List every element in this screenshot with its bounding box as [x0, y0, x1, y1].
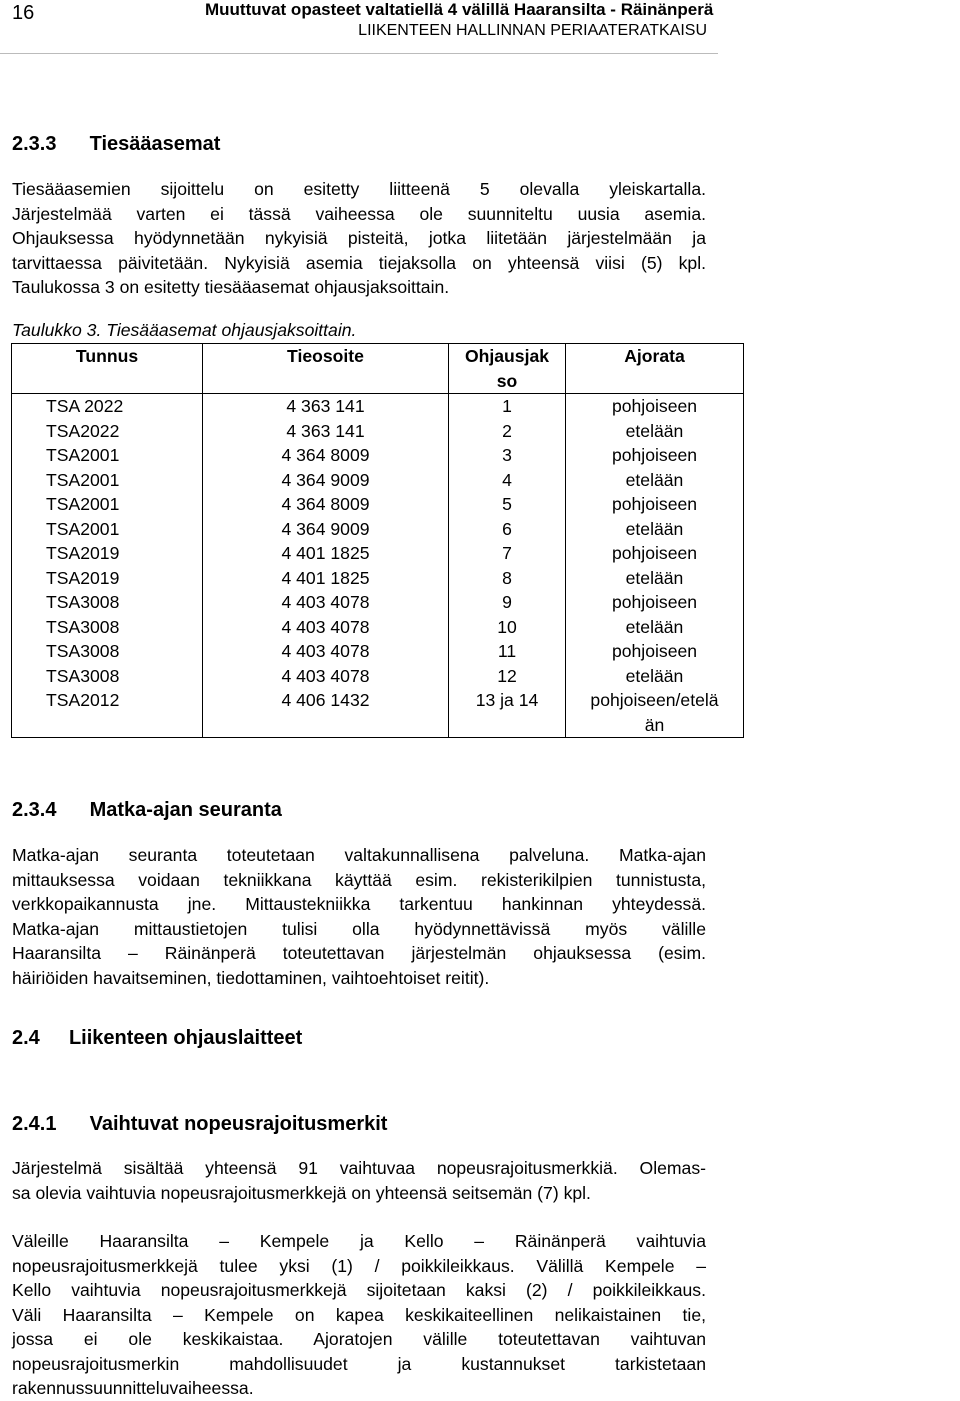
cell-tieosoite: 4 406 1432	[203, 688, 449, 738]
text-line: häiriöiden havaitseminen, tiedottaminen, vaihtoehtoiset reitit).	[12, 967, 490, 988]
cell-tunnus: TSA3008	[12, 590, 203, 615]
cell-tieosoite: 4 403 4078	[203, 615, 449, 640]
text-line: sa olevia vaihtuvia nopeusrajoitusmerkkejä on yhteensä seitsemän (7) kpl.	[12, 1182, 591, 1203]
table-caption: Taulukko 3. Tiesääasemat ohjausjaksoittain.	[12, 320, 357, 340]
cell-ohjausjakso: 3	[449, 443, 566, 468]
cell-ajorata: etelään	[566, 468, 744, 493]
cell-tunnus: TSA2001	[12, 492, 203, 517]
cell-tunnus: TSA 2022	[12, 394, 203, 419]
text-line: Väleille Haaransilta – Kempele ja Kello – Räinänperä vaihtuvia	[12, 1231, 706, 1251]
table-row	[12, 517, 744, 542]
section-number: 2.4.1	[12, 1113, 57, 1135]
weather-stations-table	[11, 343, 744, 738]
paragraph-tiesaaasemat	[12, 177, 706, 300]
paragraph-nopeusrajoitusmerkit-2	[12, 1229, 706, 1401]
cell-tieosoite: 4 363 141	[203, 419, 449, 444]
cell-ohjausjakso: 1	[449, 394, 566, 419]
cell-ohjausjakso: 10	[449, 615, 566, 640]
cell-ohjausjakso: 5	[449, 492, 566, 517]
table-row	[12, 566, 744, 591]
cell-ajorata: etelään	[566, 517, 744, 542]
cell-tieosoite: 4 403 4078	[203, 590, 449, 615]
paragraph-matka-ajan-seuranta	[12, 843, 706, 990]
cell-ajorata: etelään	[566, 419, 744, 444]
cell-tunnus: TSA3008	[12, 639, 203, 664]
text-line: Väli Haaransilta – Kempele on kapea keskikaiteellinen nelikaistainen tie,	[12, 1304, 706, 1325]
cell-ohjausjakso: 13 ja 14	[449, 688, 566, 738]
text-line: Taulukossa 3 on esitetty tiesääasemat ohjausjaksoittain.	[12, 277, 450, 297]
cell-ohjausjakso: 12	[449, 664, 566, 689]
section-number: 2.3.3	[12, 133, 57, 155]
text-line: Tiesääasemien sijoittelu on esitetty liitteenä 5 olevalla yleiskartalla.	[12, 179, 706, 199]
cell-tieosoite: 4 364 8009	[203, 492, 449, 517]
cell-ajorata: etelään	[566, 615, 744, 640]
column-header-tunnus: Tunnus	[12, 344, 203, 394]
cell-tunnus: TSA2012	[12, 688, 203, 738]
cell-tieosoite: 4 403 4078	[203, 664, 449, 689]
section-heading-2-3-3	[12, 133, 220, 156]
text-line: mittauksessa voidaan tekniikkana käyttää esim. rekisterikilpien tunnistusta,	[12, 869, 706, 890]
cell-tunnus: TSA2001	[12, 517, 203, 542]
cell-ajorata: pohjoiseen	[566, 590, 744, 615]
text-line: Matka-ajan seuranta toteutetaan valtakunnallisena palveluna. Matka-ajan	[12, 845, 706, 865]
text-line: Järjestelmää varten ei tässä vaiheessa ole suunniteltu uusia asemia.	[12, 203, 706, 224]
table-row	[12, 664, 744, 689]
cell-tunnus: TSA2022	[12, 419, 203, 444]
text-line: Järjestelmä sisältää yhteensä 91 vaihtuvaa nopeusrajoitusmerkkiä. Olemas-	[12, 1158, 706, 1178]
text-line: Matka-ajan mittaustietojen tulisi olla hyödynnettävissä myös välille	[12, 918, 706, 939]
page-number: 16	[12, 2, 35, 24]
section-heading-2-4-1	[12, 1113, 387, 1136]
table-row	[12, 541, 744, 566]
text-line: nopeusrajoitusmerkin mahdollisuudet ja kustannukset tarkistetaan	[12, 1353, 706, 1374]
document-subtitle: LIIKENTEEN HALLINNAN PERIAATERATKAISU	[358, 22, 707, 39]
cell-ajorata: pohjoiseen	[566, 394, 744, 419]
document-title: Muuttuvat opasteet valtatiellä 4 välillä Haaransilta - Räinänperä	[205, 0, 714, 19]
cell-tieosoite: 4 363 141	[203, 394, 449, 419]
text-line: Kello vaihtuvia nopeusrajoitusmerkkejä sijoitetaan kaksi (2) / poikkileikkaus.	[12, 1280, 706, 1300]
table-row	[12, 492, 744, 517]
cell-tieosoite: 4 403 4078	[203, 639, 449, 664]
cell-tunnus: TSA2001	[12, 443, 203, 468]
column-header-ohjausjakso: Ohjausjak so	[449, 344, 566, 394]
section-number: 2.4	[12, 1027, 40, 1049]
table-row	[12, 419, 744, 444]
cell-tunnus: TSA2019	[12, 566, 203, 591]
cell-ohjausjakso: 9	[449, 590, 566, 615]
cell-tunnus: TSA3008	[12, 615, 203, 640]
text-line: nopeusrajoitusmerkkejä tulee yksi (1) / poikkileikkaus. Välillä Kempele –	[12, 1255, 706, 1276]
cell-ajorata: etelään	[566, 664, 744, 689]
cell-ohjausjakso: 11	[449, 639, 566, 664]
table-row	[12, 468, 744, 493]
cell-tieosoite: 4 401 1825	[203, 566, 449, 591]
column-header-tieosoite: Tieosoite	[203, 344, 449, 394]
text-line: rakennussuunnitteluvaiheessa.	[12, 1378, 254, 1398]
cell-ajorata: pohjoiseen	[566, 639, 744, 664]
text-line: verkkopaikannusta jne. Mittaustekniikka tarkentuu hankinnan yhteydessä.	[12, 894, 706, 914]
cell-ohjausjakso: 7	[449, 541, 566, 566]
section-heading-2-3-4	[12, 799, 282, 822]
cell-ajorata: pohjoiseen/etelä än	[566, 688, 744, 738]
cell-ajorata: pohjoiseen	[566, 443, 744, 468]
cell-tunnus: TSA3008	[12, 664, 203, 689]
text-line: Ohjauksessa hyödynnetään nykyisiä pisteitä, jotka liitetään järjestelmään ja	[12, 228, 706, 248]
table-header-row	[12, 344, 744, 394]
section-title: Matka-ajan seuranta	[89, 799, 282, 821]
cell-tunnus: TSA2001	[12, 468, 203, 493]
cell-ohjausjakso: 8	[449, 566, 566, 591]
table-row	[12, 688, 744, 738]
cell-ajorata: pohjoiseen	[566, 492, 744, 517]
section-title: Vaihtuvat nopeusrajoitusmerkit	[89, 1113, 388, 1135]
cell-tieosoite: 4 401 1825	[203, 541, 449, 566]
cell-tunnus: TSA2019	[12, 541, 203, 566]
table-row	[12, 443, 744, 468]
cell-ajorata: pohjoiseen	[566, 541, 744, 566]
cell-tieosoite: 4 364 9009	[203, 468, 449, 493]
cell-ohjausjakso: 4	[449, 468, 566, 493]
table-row	[12, 615, 744, 640]
cell-ohjausjakso: 2	[449, 419, 566, 444]
section-title: Tiesääasemat	[89, 133, 221, 155]
column-header-ajorata: Ajorata	[566, 344, 744, 394]
section-title: Liikenteen ohjauslaitteet	[68, 1027, 303, 1049]
table-row	[12, 590, 744, 615]
cell-tieosoite: 4 364 9009	[203, 517, 449, 542]
text-line: tarvittaessa päivitetään. Nykyisiä asemia tiejaksolla on yhteensä viisi (5) kpl.	[12, 252, 706, 273]
cell-tieosoite: 4 364 8009	[203, 443, 449, 468]
section-number: 2.3.4	[12, 799, 57, 821]
section-heading-2-4	[12, 1027, 302, 1050]
text-line: jossa ei ole keskikaistaa. Ajoratojen välille toteutettavan vaihtuvan	[12, 1329, 706, 1349]
text-line: Haaransilta – Räinänperä toteutettavan järjestelmän ohjauksessa (esim.	[12, 943, 706, 963]
table-row	[12, 639, 744, 664]
cell-ohjausjakso: 6	[449, 517, 566, 542]
paragraph-nopeusrajoitusmerkit-1	[12, 1156, 706, 1205]
table-row	[12, 394, 744, 419]
cell-ajorata: etelään	[566, 566, 744, 591]
header-divider	[0, 53, 718, 54]
